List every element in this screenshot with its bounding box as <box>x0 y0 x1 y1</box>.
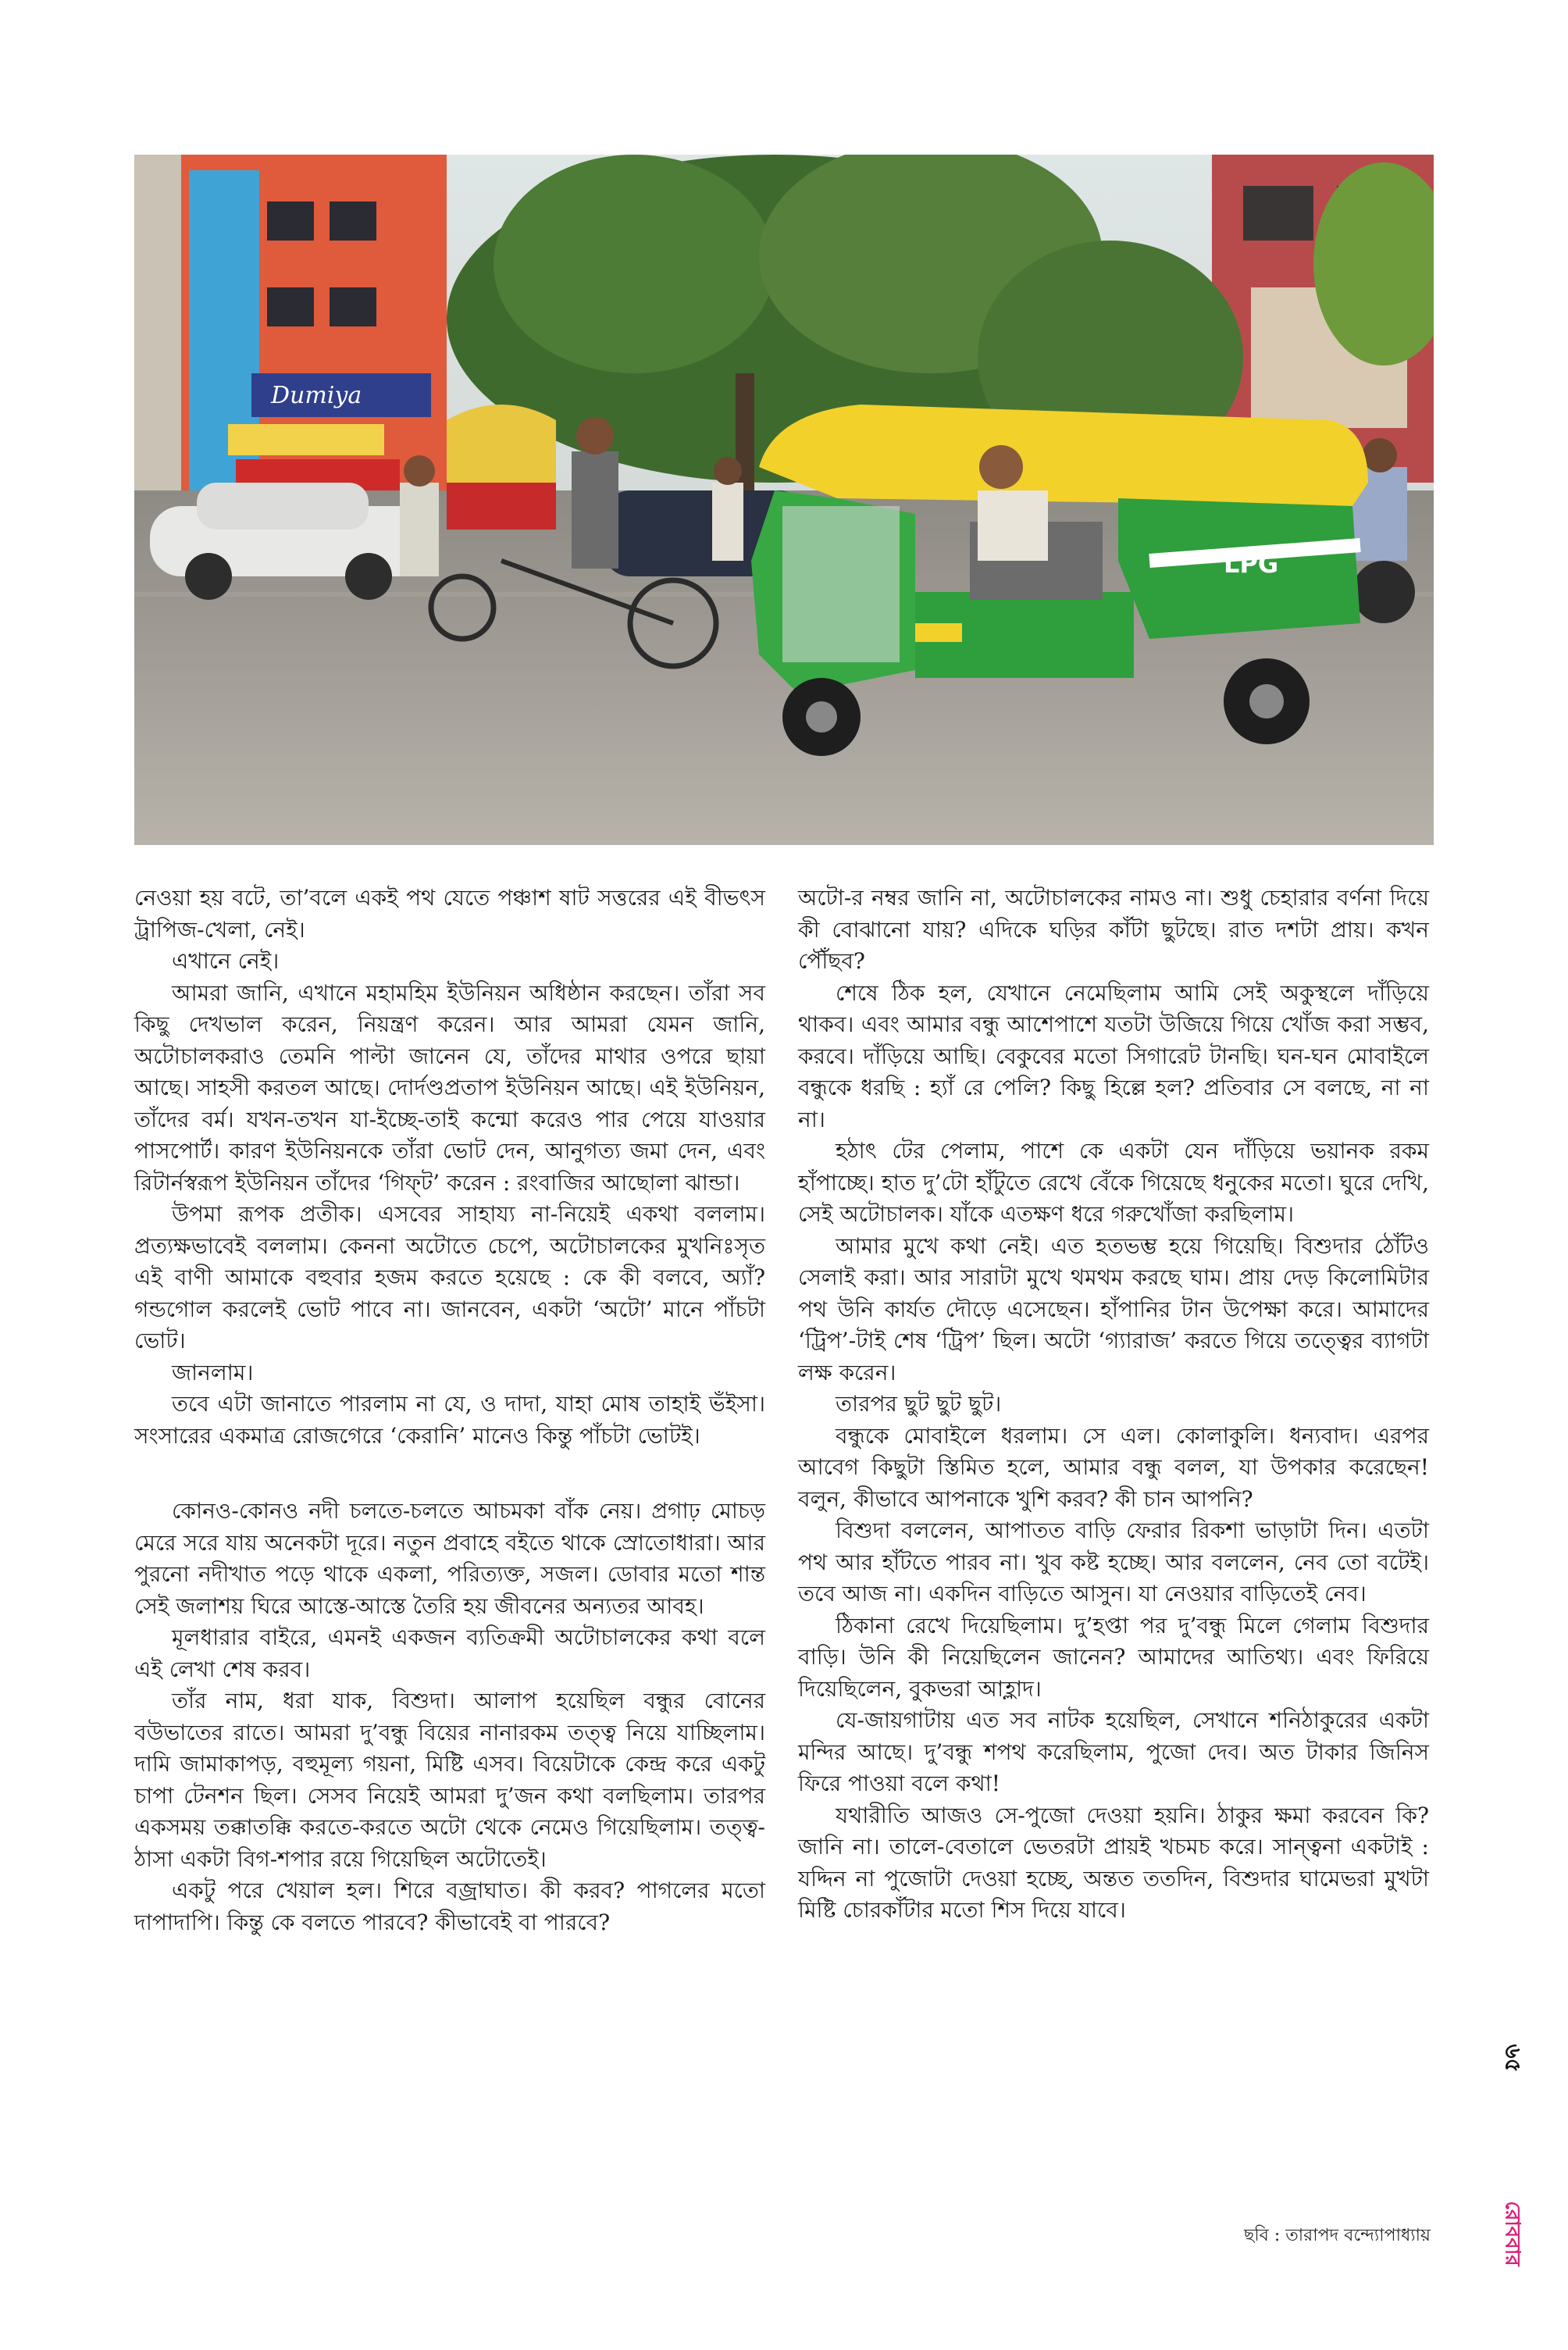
article-paragraph: বিশুদা বললেন, আপাতত বাড়ি ফেরার রিকশা ভাড়াটা দিন। এতটা পথ আর হাঁটতে পারব না। খুব কষ্ট হচ্ছে। আর বললেন, নেব তো বটেই। তবে আজ না। একদিন বাড়িতে আসুন। যা নেওয়ার বাড়িতেই নেব। <box>798 1517 1429 1606</box>
article-paragraph: এখানে নেই। <box>172 948 280 974</box>
street-scene-image <box>134 155 1434 845</box>
article-paragraph: যে-জায়গাটায় এত সব নাটক হয়েছিল, সেখানে শনিঠাকুরের একটা মন্দির আছে। দু’বন্ধু শপথ করেছিলাম, পুজো দেব। অত টাকার জিনিস ফিরে পাওয়া বলে কথা! <box>798 1707 1429 1796</box>
article-paragraph: তবে এটা জানাতে পারলাম না যে, ও দাদা, যাহা মোষ তাহাই ভঁইসা। সংসারের একমাত্র রোজগেরে ‘কেরানি’ মানেও কিন্তু পাঁচটা ভোটই। <box>134 1391 765 1449</box>
page-folio <box>1496 2031 1527 2312</box>
article-paragraph: একটু পরে খেয়াল হল। শিরে বজ্রাঘাত। কী করব? পাগলের মতো দাপাদাপি। কিন্তু কে বলতে পারবে? কীভাবেই বা পারবে? <box>134 1878 765 1935</box>
page-number: ৬৫ <box>1500 2043 1527 2073</box>
article-paragraph: নেওয়া হয় বটে, তা’বলে একই পথ যেতে পঞ্চাশ ষাট সত্তরের এই বীভৎস ট্রাপিজ-খেলা, নেই। <box>134 885 765 943</box>
article-paragraph: হঠাৎ টের পেলাম, পাশে কে একটা যেন দাঁড়িয়ে ভয়ানক রকম হাঁপাচ্ছে। হাত দু’টো হাঁটুতে রেখে বেঁকে গিয়েছে ধনুকের মতো। ঘুরে দেখি, সেই অটোচালক। যাঁকে এতক্ষণ ধরে গরুখোঁজা করছিলাম। <box>798 1138 1429 1227</box>
article-paragraph: তারপর ছুট ছুট ছুট। <box>836 1391 1002 1417</box>
article-right-column <box>798 883 1429 1927</box>
article-paragraph: জানলাম। <box>172 1359 254 1385</box>
article-paragraph: আমার মুখে কথা নেই। এত হতভম্ভ হয়ে গিয়েছি। বিশুদার ঠোঁটও সেলাই করা। আর সারাটা মুখে থমথম করছে ঘাম। প্রায় দেড় কিলোমিটার পথ উনি কার্যত দৌড়ে এসেছেন। হাঁপানির টান উপেক্ষা করে। আমাদের ‘ট্রিপ’-টাই শেষ ‘ট্রিপ’ ছিল। অটো ‘গ্যারাজ’ করতে গিয়ে তত্ত্বের ব্যাগটা লক্ষ করেন। <box>798 1232 1429 1385</box>
article-paragraph: মূলধারার বাইরে, এমনই একজন ব্যতিক্রমী অটোচালকের কথা বলে এই লেখা শেষ করব। <box>134 1624 765 1682</box>
magazine-name: রোববার <box>1501 2201 1524 2266</box>
article-paragraph: অটো-র নম্বর জানি না, অটোচালকের নামও না। শুধু চেহারার বর্ণনা দিয়ে কী বোঝানো যায়? এদিকে ঘড়ির কাঁটা ছুটছে। রাত দশটা প্রায়। কখন পৌঁছব? <box>798 885 1429 974</box>
article-left-column <box>134 883 765 1938</box>
shop-sign: Dumiya <box>271 382 362 409</box>
article-photo <box>134 155 1434 845</box>
article-paragraph: যথারীতি আজও সে-পুজো দেওয়া হয়নি। ঠাকুর ক্ষমা করবেন কি? জানি না। তালে-বেতালে ভেতরটা প্রায়ই খচমচ করে। সান্ত্বনা একটাই : যদ্দিন না পুজোটা দেওয়া হচ্ছে, অন্তত ততদিন, বিশুদার ঘামেভরা মুখটা মিষ্টি চোরকাঁটার মতো শিস দিয়ে যাবে। <box>798 1802 1429 1923</box>
article-paragraph: উপমা রূপক প্রতীক। এসবের সাহায্য না-নিয়েই একথা বললাম। প্রত্যক্ষভাবেই বললাম। কেননা অটোতে চেপে, অটোচালকের মুখনিঃসৃত এই বাণী আমাকে বহুবার হজম করতে হয়েছে : কে কী বলবে, অ্যাঁ? গন্ডগোল করলেই ভোট পাবে না। জানবেন, একটা ‘অটো’ মানে পাঁচটা ভোট। <box>134 1201 765 1353</box>
lpg-label: LPG <box>1224 549 1279 579</box>
article-paragraph: আমরা জানি, এখানে মহামহিম ইউনিয়ন অধিষ্ঠান করছেন। তাঁরা সব কিছু দেখভাল করেন, নিয়ন্ত্রণ করেন। আর আমরা যেমন জানি, অটোচালকরাও তেমনি পাল্টা জানেন যে, তাঁদের মাথার ওপরে ছায়া আছে। সাহসী করতল আছে। দোর্দণ্ডপ্রতাপ ইউনিয়ন আছে। এই ইউনিয়ন, তাঁদের বর্ম। যখন-তখন যা-ইচ্ছে-তাই কন্মো করেও পার পেয়ে যাওয়ার পাসপোর্ট। কারণ ইউনিয়নকে তাঁরা ভোট দেন, আনুগত্য জমা দেন, এবং রিটার্নস্বরূপ ইউনিয়ন তাঁদের ‘গিফ্‌ট’ করেন : রংবাজির আছোলা ঝান্ডা। <box>134 979 765 1196</box>
article-paragraph: বন্ধুকে মোবাইলে ধরলাম। সে এল। কোলাকুলি। ধন্যবাদ। এরপর আবেগ কিছুটা স্তিমিত হলে, আমার বন্ধু বলল, যা উপকার করেছেন! বলুন, কীভাবে আপনাকে খুশি করব? কী চান আপনি? <box>798 1422 1429 1512</box>
article-paragraph: কোনও-কোনও নদী চলতে-চলতে আচমকা বাঁক নেয়। প্রগাঢ় মোচড় মেরে সরে যায় অনেকটা দূরে। নতুন প্রবাহে বইতে থাকে স্রোতোধারা। আর পুরনো নদীখাত পড়ে থাকে একলা, পরিত্যক্ত, সজল। ডোবার মতো শান্ত সেই জলাশয় ঘিরে আস্তে-আস্তে তৈরি হয় জীবনের অন্যতর আবহ। <box>134 1498 765 1619</box>
photo-credit: ছবি : তারাপদ বন্দ্যোপাধ্যায় <box>1244 2226 1431 2245</box>
article-paragraph: শেষে ঠিক হল, যেখানে নেমেছিলাম আমি সেই অকুস্থলে দাঁড়িয়ে থাকব। এবং আমার বন্ধু আশেপাশে যতটা উজিয়ে গিয়ে খোঁজ করা সম্ভব, করবে। দাঁড়িয়ে আছি। বেকুবের মতো সিগারেট টানছি। ঘন-ঘন মোবাইলে বন্ধুকে ধরছি : হ্যাঁ রে পেলি? কিছু হিল্লে হল? প্রতিবার সে বলছে, না না না। <box>798 979 1429 1132</box>
article-paragraph: ঠিকানা রেখে দিয়েছিলাম। দু’হপ্তা পর দু’বন্ধু মিলে গেলাম বিশুদার বাড়ি। উনি কী নিয়েছিলেন জানেন? আমাদের আতিথ্য। এবং ফিরিয়ে দিয়েছিলেন, বুকভরা আহ্লাদ। <box>798 1612 1429 1702</box>
article-paragraph: তাঁর নাম, ধরা যাক, বিশুদা। আলাপ হয়েছিল বন্ধুর বোনের বউভাতের রাতে। আমরা দু’বন্ধু বিয়ের নানারকম তত্ত্ব নিয়ে যাচ্ছিলাম। দামি জামাকাপড়, বহুমূল্য গয়না, মিষ্টি এসব। বিয়েটাকে কেন্দ্র করে একটু চাপা টেনশন ছিল। সেসব নিয়েই আমরা দু’জন কথা বলছিলাম। তারপর একসময় তক্কাতক্কি করতে-করতে অটো থেকে নেমেও গিয়েছিলাম। তত্ত্ব-ঠাসা একটা বিগ-শপার রয়ে গিয়েছিল অটোতেই। <box>134 1688 765 1872</box>
